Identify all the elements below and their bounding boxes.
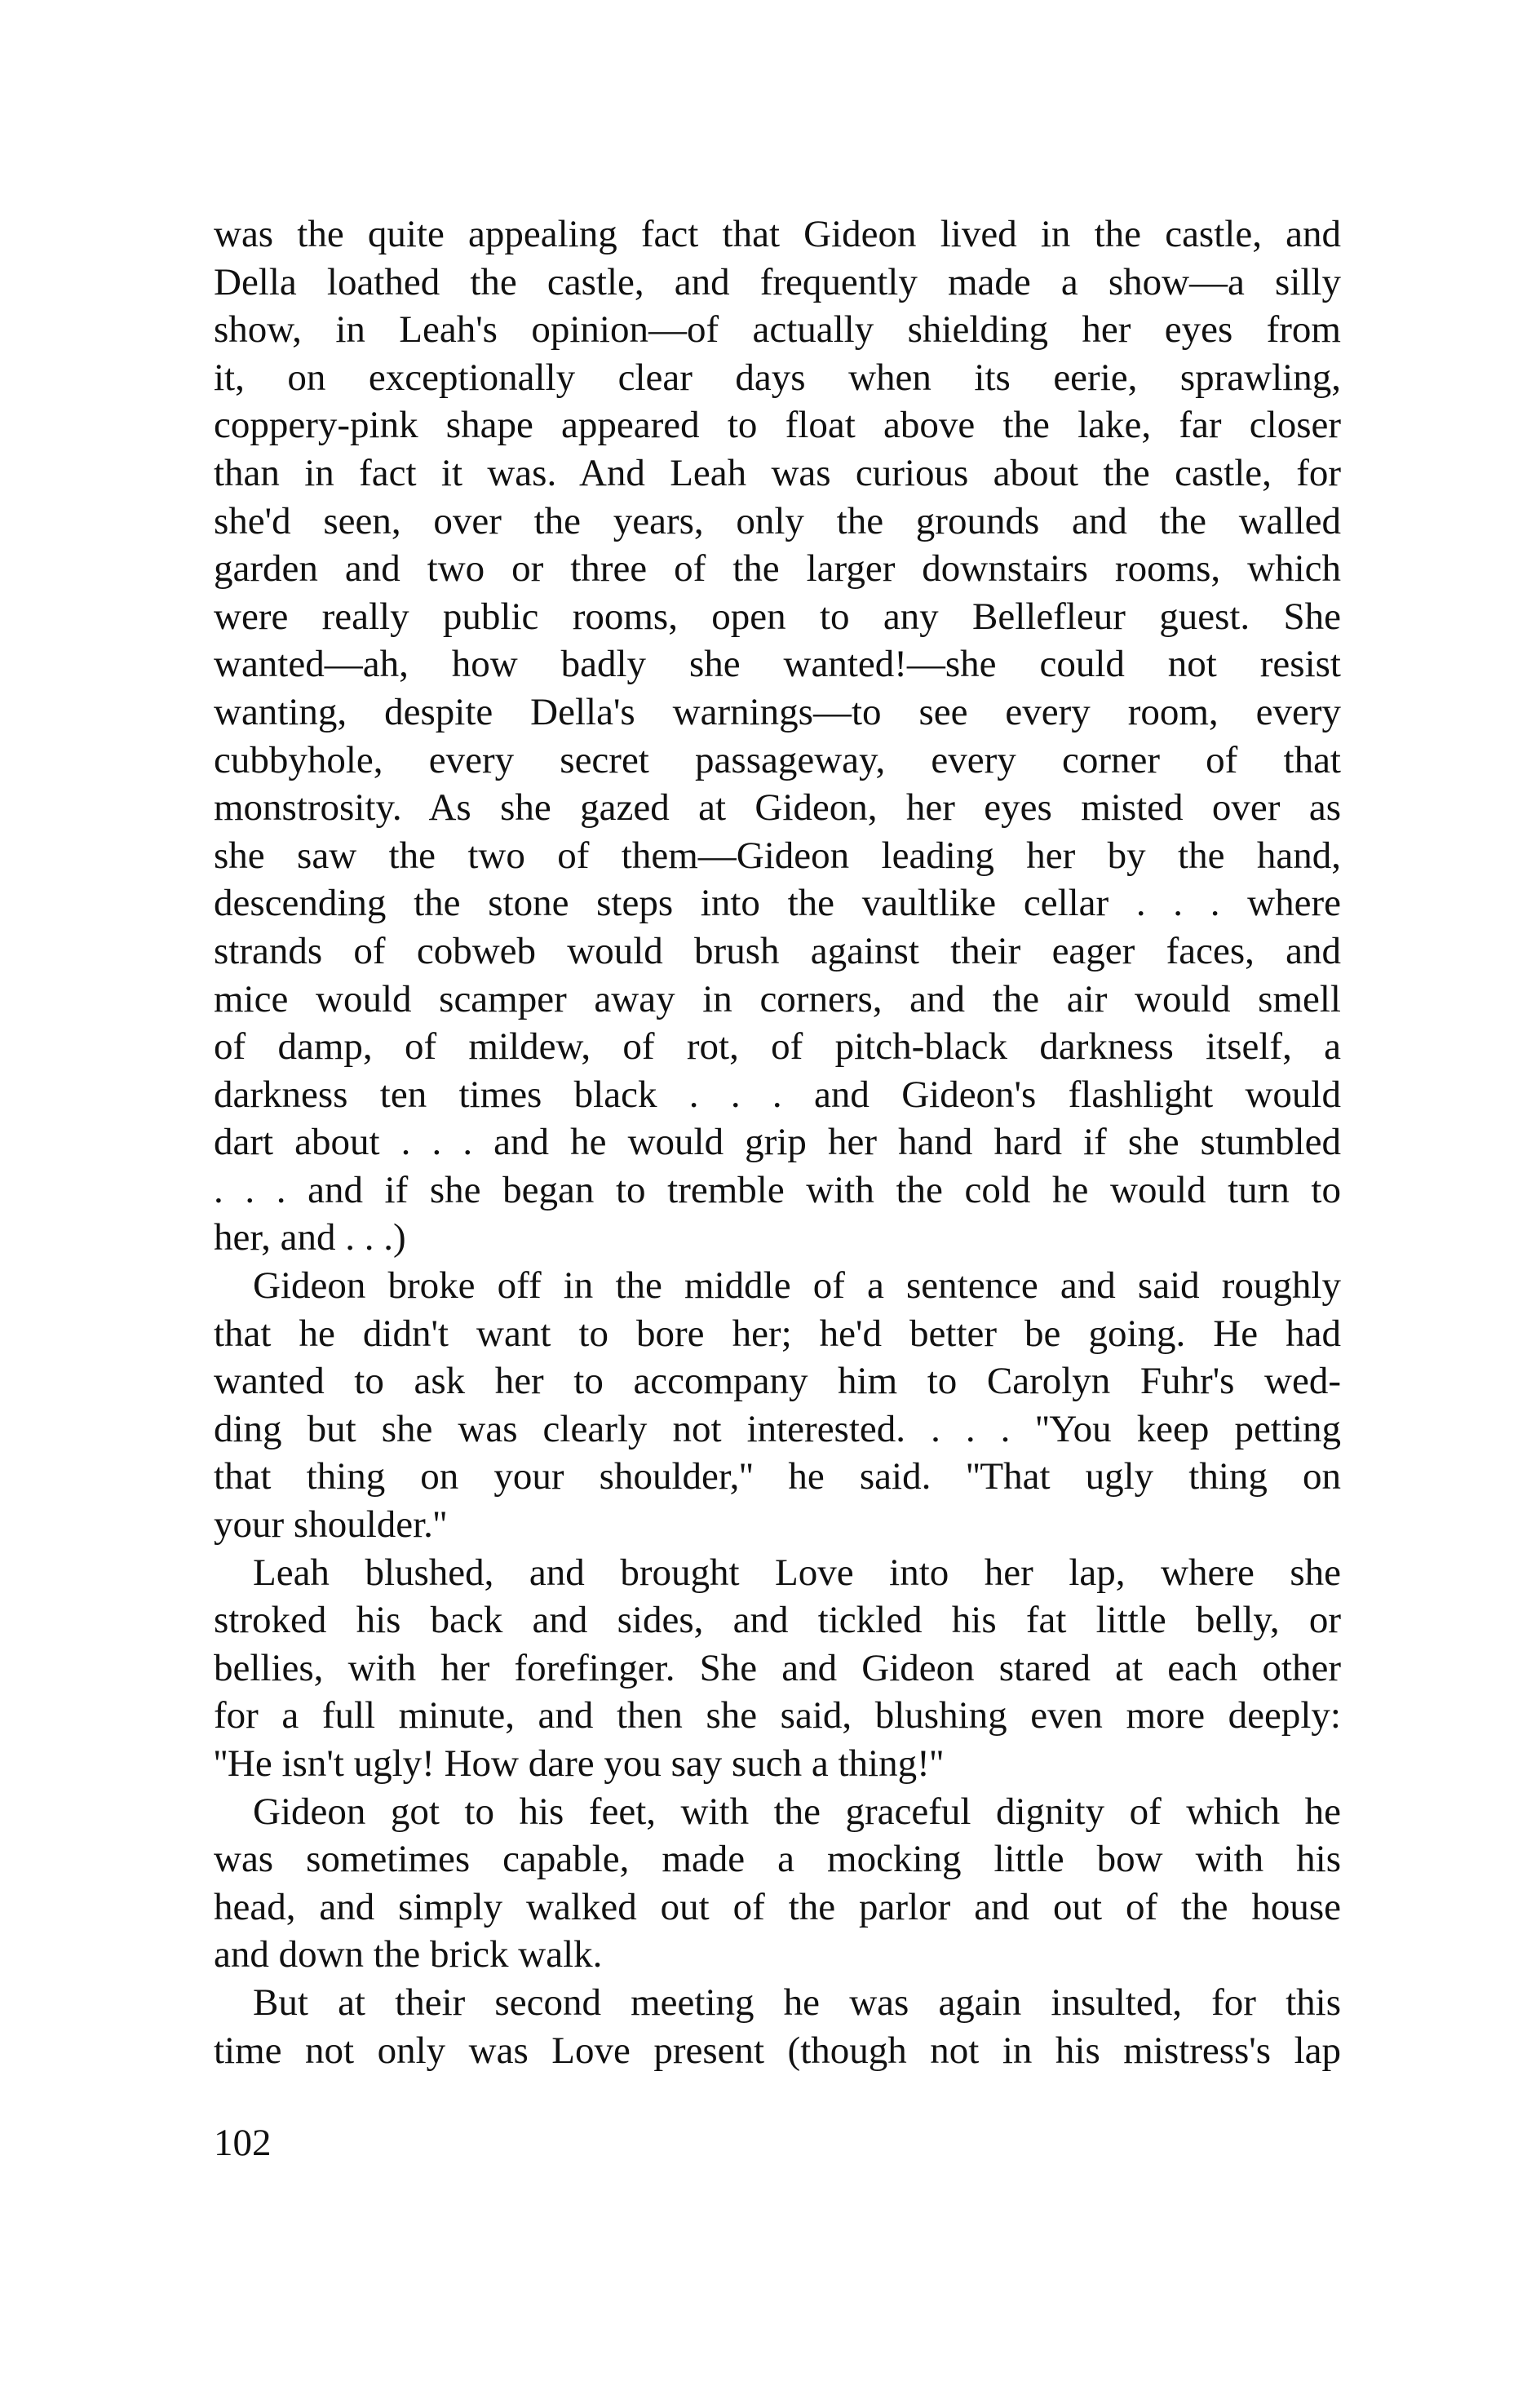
text-line: stroked his back and sides, and tickled his fat little belly, or: [214, 1599, 1341, 1642]
text-line: that he didn't want to bore her; he'd better be going. He had: [214, 1312, 1341, 1355]
text-line: Gideon got to his feet, with the graceful dignity of which he: [253, 1790, 1341, 1833]
text-line: bellies, with her forefinger. She and Gideon stared at each other: [214, 1646, 1341, 1689]
text-line: But at their second meeting he was again insulted, for this: [253, 1981, 1341, 2024]
text-line: . . . and if she began to tremble with the cold he would turn to: [214, 1168, 1341, 1211]
text-line: Gideon broke off in the middle of a sentence and said roughly: [253, 1264, 1341, 1308]
text-line: cubbyhole, every secret passageway, every corner of that: [214, 738, 1341, 781]
page-number: 102: [214, 2122, 272, 2164]
text-line: wanted—ah, how badly she wanted!—she could not resist: [214, 643, 1341, 686]
text-line: it, on exceptionally clear days when its eerie, sprawling,: [214, 356, 1341, 399]
text-line: strands of cobweb would brush against their eager faces, and: [214, 929, 1341, 972]
text-line: wanting, despite Della's warnings—to see every room, every: [214, 690, 1341, 733]
text-line: Della loathed the castle, and frequently made a show—a silly: [214, 260, 1341, 303]
text-line: darkness ten times black . . . and Gideon's flashlight would: [214, 1073, 1341, 1116]
text-line: she saw the two of them—Gideon leading her by the hand,: [214, 834, 1341, 877]
text-line: Leah blushed, and brought Love into her lap, where she: [253, 1551, 1341, 1594]
body-text: [214, 210, 1341, 2074]
text-line: was the quite appealing fact that Gideon lived in the castle, and: [214, 213, 1341, 255]
text-line: were really public rooms, open to any Bellefleur guest. She: [214, 595, 1341, 638]
text-line: wanted to ask her to accompany him to Carolyn Fuhr's wed-: [214, 1360, 1341, 1403]
text-line: time not only was Love present (though not in his mistress's lap: [214, 2029, 1341, 2072]
text-line: her, and . . .): [214, 1216, 406, 1259]
text-line: show, in Leah's opinion—of actually shielding her eyes from: [214, 308, 1341, 352]
text-line: dart about . . . and he would grip her hand hard if she stumbled: [214, 1121, 1341, 1164]
text-line: garden and two or three of the larger downstairs rooms, which: [214, 547, 1341, 591]
text-line: mice would scamper away in corners, and the air would smell: [214, 977, 1341, 1020]
text-line: descending the stone steps into the vaultlike cellar . . . where: [214, 882, 1341, 925]
text-line: and down the brick walk.: [214, 1933, 603, 1976]
text-line: ''He isn't ugly! How dare you say such a thing!'': [214, 1742, 944, 1785]
text-line: for a full minute, and then she said, blushing even more deeply:: [214, 1694, 1341, 1737]
text-line: she'd seen, over the years, only the grounds and the walled: [214, 499, 1341, 542]
text-line: monstrosity. As she gazed at Gideon, her eyes misted over as: [214, 786, 1341, 830]
text-line: coppery-pink shape appeared to float above the lake, far closer: [214, 404, 1341, 447]
text-line: was sometimes capable, made a mocking little bow with his: [214, 1838, 1341, 1881]
text-line: that thing on your shoulder,'' he said. ''That ugly thing on: [214, 1455, 1341, 1498]
text-line: head, and simply walked out of the parlor and out of the house: [214, 1885, 1341, 1928]
text-line: your shoulder.'': [214, 1503, 447, 1547]
text-line: of damp, of mildew, of rot, of pitch-black darkness itself, a: [214, 1025, 1341, 1069]
text-line: than in fact it was. And Leah was curious about the castle, for: [214, 451, 1341, 494]
text-line: ding but she was clearly not interested. . . . ''You keep petting: [214, 1407, 1341, 1450]
